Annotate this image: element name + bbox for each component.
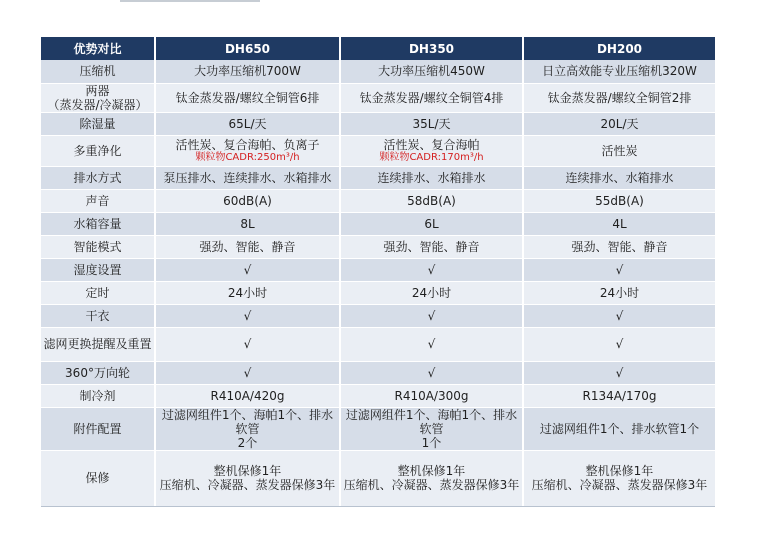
spec-cell-text: √ bbox=[615, 365, 624, 380]
spec-cell-text: √ bbox=[243, 308, 252, 323]
spec-cell bbox=[523, 135, 715, 166]
spec-cell-text: √ bbox=[427, 365, 436, 380]
spec-cell bbox=[155, 112, 340, 135]
spec-cell-text: 35L/天 bbox=[412, 116, 451, 131]
spec-cell-text: 1个 bbox=[421, 435, 442, 450]
spec-cell-text: 钛金蒸发器/螺纹全铜管6排 bbox=[175, 90, 320, 105]
row-label: 湿度设置 bbox=[41, 258, 155, 281]
spec-cell bbox=[340, 135, 523, 166]
header-label: 优势对比 bbox=[41, 37, 155, 60]
spec-cell bbox=[340, 235, 523, 258]
table-header-row bbox=[41, 37, 715, 60]
spec-cell-text: R410A/420g bbox=[210, 388, 285, 403]
spec-cell-text: 24小时 bbox=[227, 285, 268, 300]
header-model-dh200: DH200 bbox=[523, 37, 715, 60]
spec-cell-text: 强劲、智能、静音 bbox=[199, 239, 296, 254]
header-model-dh650: DH650 bbox=[155, 37, 340, 60]
spec-cell-text: 压缩机、冷凝器、蒸发器保修3年 bbox=[531, 478, 708, 492]
spec-cell-text: 压缩机、冷凝器、蒸发器保修3年 bbox=[159, 478, 336, 492]
spec-cell bbox=[523, 384, 715, 407]
spec-cell bbox=[155, 450, 340, 506]
spec-cell-text: 连续排水、水箱排水 bbox=[377, 170, 486, 185]
spec-cell bbox=[523, 83, 715, 112]
spec-cell-text: 过滤网组件1个、海帕1个、排水软管 bbox=[161, 407, 334, 436]
cadr-note: 颗粒物CADR:250m³/h bbox=[195, 152, 300, 163]
spec-cell bbox=[155, 327, 340, 361]
spec-cell bbox=[523, 258, 715, 281]
comparison-table bbox=[41, 37, 715, 507]
spec-cell-text: R134A/170g bbox=[582, 388, 657, 403]
spec-cell bbox=[523, 60, 715, 83]
spec-cell bbox=[340, 450, 523, 506]
spec-cell bbox=[523, 450, 715, 506]
spec-cell-text: √ bbox=[615, 337, 624, 351]
spec-cell-text: 大功率压缩机700W bbox=[194, 64, 301, 79]
spec-cell-text: 活性炭、复合海帕 bbox=[383, 138, 480, 152]
table-row bbox=[41, 450, 715, 506]
spec-cell bbox=[523, 189, 715, 212]
spec-cell-text: 钛金蒸发器/螺纹全铜管4排 bbox=[359, 90, 504, 105]
spec-cell-text: 2个 bbox=[237, 435, 258, 450]
spec-cell-text: 24小时 bbox=[411, 285, 452, 300]
spec-cell-text: 20L/天 bbox=[600, 116, 639, 131]
spec-cell-text: 活性炭、复合海帕、负离子 bbox=[175, 138, 320, 152]
table-row bbox=[41, 304, 715, 327]
row-label: 制冷剂 bbox=[41, 384, 155, 407]
spec-cell-text: 55dB(A) bbox=[595, 193, 644, 208]
spec-cell bbox=[155, 258, 340, 281]
spec-cell bbox=[523, 212, 715, 235]
table-row bbox=[41, 83, 715, 112]
spec-cell bbox=[523, 166, 715, 189]
spec-cell-text: 强劲、智能、静音 bbox=[383, 239, 480, 254]
cadr-note: 颗粒物CADR:170m³/h bbox=[379, 152, 484, 163]
spec-cell bbox=[340, 166, 523, 189]
spec-cell-text: 8L bbox=[240, 216, 255, 231]
spec-cell bbox=[155, 304, 340, 327]
spec-cell bbox=[155, 189, 340, 212]
spec-cell bbox=[155, 384, 340, 407]
spec-cell-text: 65L/天 bbox=[228, 116, 267, 131]
table-row bbox=[41, 135, 715, 166]
row-label: 压缩机 bbox=[41, 60, 155, 83]
spec-cell-text: √ bbox=[243, 365, 252, 380]
spec-cell-text: 24小时 bbox=[599, 285, 640, 300]
row-label-line: （蒸发器/冷凝器） bbox=[47, 97, 148, 112]
spec-cell-text: 4L bbox=[612, 216, 627, 231]
spec-cell-text: 整机保修1年 bbox=[585, 464, 654, 478]
spec-cell bbox=[523, 112, 715, 135]
table-row bbox=[41, 384, 715, 407]
row-label: 多重净化 bbox=[41, 135, 155, 166]
spec-cell bbox=[340, 83, 523, 112]
spec-cell bbox=[340, 384, 523, 407]
spec-cell-text: 活性炭 bbox=[601, 143, 638, 158]
row-label: 水箱容量 bbox=[41, 212, 155, 235]
spec-cell-text: √ bbox=[427, 308, 436, 323]
spec-cell bbox=[155, 83, 340, 112]
table-row bbox=[41, 281, 715, 304]
spec-cell bbox=[155, 361, 340, 384]
spec-cell-text: 过滤网组件1个、海帕1个、排水软管 bbox=[345, 407, 518, 436]
spec-cell bbox=[340, 361, 523, 384]
spec-cell-text: 58dB(A) bbox=[407, 193, 456, 208]
spec-cell bbox=[523, 304, 715, 327]
row-label-line: 两器 bbox=[85, 83, 110, 98]
table-row bbox=[41, 258, 715, 281]
spec-cell-text: 大功率压缩机450W bbox=[378, 64, 485, 79]
table-row bbox=[41, 361, 715, 384]
table-row bbox=[41, 407, 715, 450]
spec-cell-text: 6L bbox=[424, 216, 439, 231]
spec-cell bbox=[523, 281, 715, 304]
table-row bbox=[41, 235, 715, 258]
spec-cell-text: √ bbox=[427, 337, 436, 351]
table-row bbox=[41, 166, 715, 189]
table-row bbox=[41, 60, 715, 83]
spec-cell bbox=[340, 281, 523, 304]
table-row bbox=[41, 327, 715, 361]
table-row bbox=[41, 189, 715, 212]
spec-cell bbox=[155, 166, 340, 189]
table-row bbox=[41, 212, 715, 235]
row-label: 智能模式 bbox=[41, 235, 155, 258]
spec-cell bbox=[340, 212, 523, 235]
spec-cell bbox=[340, 112, 523, 135]
spec-cell-text: 整机保修1年 bbox=[213, 464, 282, 478]
spec-cell bbox=[523, 327, 715, 361]
spec-cell-text: √ bbox=[615, 308, 624, 323]
bottom-divider bbox=[41, 506, 715, 507]
row-label: 干衣 bbox=[41, 304, 155, 327]
spec-cell bbox=[155, 212, 340, 235]
spec-cell-text: 强劲、智能、静音 bbox=[571, 239, 668, 254]
top-decor-line bbox=[120, 0, 260, 2]
spec-cell bbox=[155, 407, 340, 450]
spec-cell bbox=[340, 327, 523, 361]
spec-cell-text: √ bbox=[615, 262, 624, 277]
row-label: 保修 bbox=[41, 450, 155, 506]
spec-cell bbox=[340, 407, 523, 450]
spec-cell-text: 60dB(A) bbox=[223, 193, 272, 208]
spec-cell-text: 钛金蒸发器/螺纹全铜管2排 bbox=[547, 90, 692, 105]
spec-cell-text: 日立高效能专业压缩机320W bbox=[542, 64, 697, 79]
spec-cell-text: 压缩机、冷凝器、蒸发器保修3年 bbox=[343, 478, 520, 492]
spec-cell-text: 整机保修1年 bbox=[397, 464, 466, 478]
row-label: 定时 bbox=[41, 281, 155, 304]
spec-cell bbox=[155, 235, 340, 258]
spec-cell bbox=[340, 304, 523, 327]
spec-cell bbox=[523, 407, 715, 450]
spec-cell-text: 过滤网组件1个、排水软管1个 bbox=[539, 421, 700, 436]
row-label: 附件配置 bbox=[41, 407, 155, 450]
spec-cell-text: √ bbox=[243, 262, 252, 277]
spec-cell-text: √ bbox=[427, 262, 436, 277]
row-label: 除湿量 bbox=[41, 112, 155, 135]
spec-cell-text: √ bbox=[243, 337, 252, 351]
spec-cell-text: R410A/300g bbox=[394, 388, 469, 403]
table-row bbox=[41, 112, 715, 135]
spec-cell bbox=[155, 60, 340, 83]
spec-cell bbox=[340, 189, 523, 212]
row-label bbox=[41, 83, 155, 112]
spec-cell bbox=[523, 361, 715, 384]
spec-cell bbox=[155, 281, 340, 304]
row-label: 360°万向轮 bbox=[41, 361, 155, 384]
spec-cell bbox=[340, 258, 523, 281]
header-model-dh350: DH350 bbox=[340, 37, 523, 60]
row-label: 滤网更换提醒及重置 bbox=[41, 327, 155, 361]
spec-cell bbox=[155, 135, 340, 166]
spec-cell-text: 连续排水、水箱排水 bbox=[565, 170, 674, 185]
row-label: 声音 bbox=[41, 189, 155, 212]
spec-cell bbox=[523, 235, 715, 258]
spec-cell bbox=[340, 60, 523, 83]
spec-cell-text: 泵压排水、连续排水、水箱排水 bbox=[163, 170, 332, 185]
row-label: 排水方式 bbox=[41, 166, 155, 189]
